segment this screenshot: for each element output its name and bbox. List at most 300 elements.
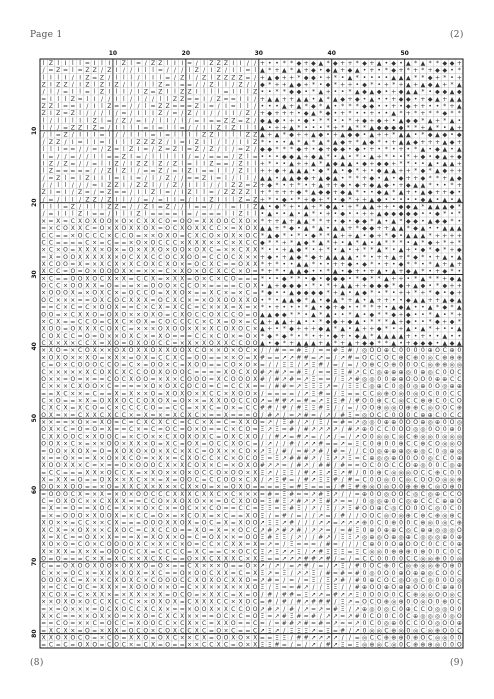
stitch-symbol: * [436,110,439,117]
stitch-symbol: = [231,520,236,527]
stitch-symbol: = [326,620,331,627]
stitch-symbol: ◎ [442,383,447,390]
stitch-symbol: = [85,390,90,397]
stitch-symbol: * [334,326,337,333]
stitch-symbol: X [238,484,242,491]
stitch-symbol: + [282,189,287,196]
stitch-symbol: / [79,153,82,160]
stitch-symbol: X [151,311,155,318]
stitch-symbol: C [413,397,417,404]
stitch-symbol: C [421,606,425,613]
stitch-symbol: l [130,139,132,146]
stitch-symbol: O [406,376,411,383]
stitch-symbol: ◆ [304,239,309,246]
stitch-symbol: Z [158,110,162,117]
stitch-symbol: 0 [370,520,374,527]
stitch-symbol: O [369,448,374,455]
stitch-symbol: O [216,613,221,620]
stitch-symbol: • [268,204,272,211]
stitch-symbol: 0 [399,613,403,620]
stitch-symbol: O [238,527,243,534]
stitch-symbol: O [187,441,192,448]
stitch-symbol: × [216,606,221,613]
stitch-symbol: C [187,232,191,239]
stitch-symbol: + [311,326,316,333]
stitch-symbol: Z [231,189,235,196]
stitch-symbol: C [129,426,133,433]
stitch-symbol: = [70,412,75,419]
stitch-symbol: × [223,225,228,232]
stitch-symbol: = [347,441,352,448]
stitch-symbol: X [122,484,126,491]
stitch-symbol: ⊕ [391,419,396,426]
stitch-symbol: O [92,318,97,325]
stitch-symbol: ⊕ [450,448,455,455]
stitch-symbol: ↗ [282,548,287,555]
stitch-symbol: ◆ [275,311,280,318]
stitch-symbol: O [413,541,418,548]
stitch-symbol: # [296,405,301,412]
stitch-symbol: + [398,275,403,282]
stitch-symbol: ⊕ [377,397,382,404]
stitch-symbol: ◎ [435,613,440,620]
stitch-symbol: • [283,182,287,189]
stitch-symbol: * [290,275,293,282]
stitch-symbol: 0 [363,498,367,505]
stitch-symbol: ◎ [377,455,382,462]
stitch-symbol: C [362,441,366,448]
stitch-symbol: = [48,196,53,203]
stitch-symbol: X [93,512,97,519]
stitch-symbol: ◎ [398,534,403,541]
stitch-symbol: ◆ [442,132,447,139]
stitch-symbol: = [238,512,243,519]
stitch-symbol: × [165,362,170,369]
stitch-symbol: ◆ [311,67,316,74]
stitch-symbol: = [70,548,75,555]
stitch-symbol: ▲ [450,225,455,232]
stitch-symbol: × [63,369,68,376]
stitch-symbol: l [50,146,52,153]
stitch-symbol: O [202,520,207,527]
stitch-symbol: Ξ [268,520,272,527]
stitch-symbol: X [246,247,250,254]
stitch-symbol: X [217,318,221,325]
stitch-symbol: X [93,548,97,555]
stitch-symbol: C [136,419,140,426]
stitch-symbol: × [245,635,250,642]
stitch-symbol: I [94,139,96,146]
stitch-symbol: + [304,196,309,203]
stitch-symbol: Ξ [261,469,265,476]
stitch-symbol: = [355,462,360,469]
stitch-symbol: C [202,333,206,340]
stitch-symbol: C [71,362,75,369]
stitch-symbol: O [78,426,83,433]
stitch-symbol: ◆ [282,275,287,282]
stitch-symbol: ▲ [377,333,382,340]
stitch-symbol: l [247,125,249,132]
stitch-symbol: C [231,606,235,613]
stitch-symbol: X [180,268,184,275]
stitch-symbol: O [85,534,90,541]
stitch-symbol: • [355,254,359,261]
stitch-symbol: I [50,74,52,81]
stitch-symbol: * [290,146,293,153]
stitch-symbol: / [232,175,235,182]
stitch-symbol: C [166,527,170,534]
stitch-symbol: Z [238,160,242,167]
stitch-symbol: = [136,153,141,160]
stitch-symbol: × [187,247,192,254]
stitch-symbol: ◆ [457,153,462,160]
stitch-symbol: / [167,110,170,117]
stitch-symbol: = [165,591,170,598]
stitch-symbol: × [143,232,148,239]
stitch-symbol: ▲ [326,311,331,318]
stitch-symbol: × [165,512,170,519]
stitch-symbol: / [130,196,133,203]
stitch-symbol: O [202,383,207,390]
stitch-symbol: ↗ [289,556,294,563]
stitch-symbol: = [136,268,141,275]
stitch-symbol: O [238,354,243,361]
stitch-symbol: X [129,584,133,591]
stitch-symbol: C [195,491,199,498]
stitch-symbol: • [334,117,338,124]
stitch-symbol: X [56,318,60,325]
stitch-symbol: # [326,498,331,505]
stitch-symbol: I [152,204,154,211]
stitch-symbol: Z [158,60,162,67]
stitch-symbol: Z [122,153,126,160]
stitch-symbol: ◎ [435,635,440,642]
stitch-symbol: C [180,577,184,584]
stitch-symbol: = [48,362,53,369]
stitch-symbol: / [247,81,250,88]
stitch-symbol: = [333,419,338,426]
stitch-symbol: * [421,254,424,261]
stitch-symbol: C [122,232,126,239]
stitch-symbol: / [218,110,221,117]
stitch-symbol: C [78,318,82,325]
stitch-symbol: ◆ [442,89,447,96]
stitch-symbol: = [238,412,243,419]
stitch-symbol: • [458,218,462,225]
stitch-symbol: / [130,89,133,96]
stitch-symbol: • [392,247,396,254]
stitch-symbol: ◎ [377,627,382,634]
stitch-symbol: × [216,239,221,246]
stitch-symbol: + [398,168,403,175]
stitch-symbol: C [377,520,381,527]
stitch-symbol: 0 [450,556,454,563]
stitch-symbol: ⊕ [391,520,396,527]
stitch-symbol: × [151,627,156,634]
stitch-symbol: × [107,591,112,598]
row-label: 80 [31,629,38,637]
stitch-symbol: l [189,74,191,81]
stitch-symbol: 0 [443,642,447,649]
stitch-symbol: 0 [443,397,447,404]
stitch-symbol: l [225,146,227,153]
stitch-symbol: # [326,462,331,469]
stitch-symbol: Z [56,175,60,182]
stitch-symbol: × [165,563,170,570]
stitch-symbol: C [107,405,111,412]
stitch-symbol: + [275,125,280,132]
stitch-symbol: C [122,318,126,325]
stitch-symbol: = [231,103,236,110]
stitch-symbol: / [312,520,315,527]
stitch-symbol: Ξ [355,548,359,555]
stitch-symbol: ▲ [399,139,404,146]
stitch-symbol: C [78,591,82,598]
stitch-symbol: Z [224,117,228,124]
stitch-symbol: C [224,419,228,426]
stitch-symbol: • [370,168,374,175]
stitch-symbol: ◆ [428,132,433,139]
stitch-symbol: × [194,484,199,491]
stitch-symbol: = [311,354,316,361]
stitch-symbol: ↗ [340,441,345,448]
stitch-symbol: C [42,333,46,340]
stitch-symbol: / [334,376,337,383]
stitch-symbol: + [318,333,323,340]
stitch-symbol: I [181,189,183,196]
stitch-symbol: • [407,196,411,203]
stitch-symbol: O [384,570,389,577]
stitch-symbol: = [151,297,156,304]
stitch-symbol: O [180,369,185,376]
stitch-symbol: + [384,297,389,304]
stitch-symbol: O [173,390,178,397]
stitch-symbol: C [384,383,388,390]
stitch-symbol: × [107,333,112,340]
stitch-symbol: # [275,347,280,354]
stitch-symbol: X [144,218,148,225]
stitch-symbol: l [108,139,110,146]
stitch-symbol: O [413,376,418,383]
stitch-symbol: × [41,354,46,361]
stitch-symbol: / [188,117,191,124]
stitch-symbol: l [130,81,132,88]
stitch-symbol: ⊕ [457,534,462,541]
stitch-symbol: * [378,139,381,146]
stitch-symbol: ▲ [377,218,382,225]
stitch-symbol: / [334,390,337,397]
stitch-symbol: ⊕ [428,412,433,419]
stitch-symbol: / [276,441,279,448]
stitch-symbol: ▲ [304,204,309,211]
stitch-symbol: + [398,182,403,189]
stitch-symbol: = [253,426,258,433]
stitch-symbol: # [267,527,272,534]
stitch-symbol: O [136,491,141,498]
stitch-symbol: = [245,570,250,577]
stitch-symbol: X [158,591,162,598]
stitch-symbol: ▲ [318,182,323,189]
stitch-symbol: l [65,182,67,189]
stitch-symbol: ◆ [399,125,404,132]
stitch-symbol: C [238,448,242,455]
stitch-symbol: C [151,556,155,563]
stitch-symbol: X [187,433,191,440]
stitch-symbol: ⊕ [398,570,403,577]
stitch-symbol: × [209,584,214,591]
stitch-symbol: ◎ [369,627,374,634]
stitch-symbol: * [276,333,279,340]
stitch-symbol: = [216,247,221,254]
stitch-symbol: = [231,290,236,297]
stitch-symbol: / [116,117,119,124]
stitch-symbol: • [283,261,287,268]
stitch-symbol: l [225,211,227,218]
stitch-symbol: ⊕ [384,527,389,534]
stitch-symbol: * [414,168,417,175]
stitch-symbol: × [253,491,258,498]
stitch-symbol: ⊕ [398,441,403,448]
stitch-symbol: C [392,462,396,469]
stitch-symbol: ◆ [406,318,411,325]
stitch-symbol: X [253,354,257,361]
stitch-symbol: + [398,146,403,153]
stitch-symbol: ◆ [435,211,440,218]
stitch-symbol: C [457,412,461,419]
stitch-symbol: C [238,383,242,390]
stitch-symbol: X [71,448,75,455]
stitch-symbol: × [238,584,243,591]
stitch-symbol: Ξ [319,498,323,505]
stitch-symbol: I [218,168,220,175]
stitch-symbol: C [107,261,111,268]
stitch-symbol: X [100,491,104,498]
stitch-symbol: O [78,642,83,649]
stitch-symbol: = [158,477,163,484]
stitch-symbol: = [326,376,331,383]
stitch-symbol: * [327,283,330,290]
stitch-symbol: ▲ [435,96,440,103]
stitch-symbol: ◎ [369,376,374,383]
stitch-symbol: C [253,620,257,627]
stitch-symbol: 0 [406,599,410,606]
stitch-symbol: C [238,606,242,613]
stitch-symbol: C [195,333,199,340]
stitch-symbol: ▲ [333,168,338,175]
stitch-symbol: C [362,390,366,397]
stitch-symbol: O [421,390,426,397]
stitch-symbol: O [143,505,148,512]
stitch-symbol: + [282,125,287,132]
stitch-symbol: × [151,232,156,239]
page-number-bottom-right: (9) [450,658,464,668]
stitch-symbol: • [261,297,265,304]
stitch-symbol: = [260,498,265,505]
stitch-symbol: × [107,232,112,239]
stitch-symbol: C [100,326,104,333]
stitch-symbol: C [246,397,250,404]
stitch-symbol: C [202,469,206,476]
stitch-symbol: Ξ [275,520,279,527]
stitch-symbol: X [93,247,97,254]
stitch-symbol: O [107,455,112,462]
stitch-symbol: C [173,362,177,369]
stitch-symbol: Z [187,110,191,117]
stitch-symbol: + [289,103,294,110]
stitch-symbol: * [276,261,279,268]
stitch-symbol: / [261,390,264,397]
stitch-symbol: = [216,433,221,440]
stitch-symbol: ◎ [362,347,367,354]
stitch-symbol: × [231,448,236,455]
stitch-symbol: ▲ [406,232,411,239]
stitch-symbol: X [107,275,111,282]
stitch-symbol: O [253,512,258,519]
stitch-symbol: × [194,340,199,347]
stitch-symbol: × [223,491,228,498]
stitch-symbol: X [209,218,213,225]
stitch-symbol: ↗ [296,534,301,541]
stitch-symbol: O [143,520,148,527]
stitch-symbol: ◆ [282,283,287,290]
stitch-symbol: / [298,390,301,397]
stitch-symbol: + [333,132,338,139]
stitch-symbol: ▲ [326,103,331,110]
stitch-symbol: O [56,599,61,606]
stitch-symbol: I [218,132,220,139]
stitch-symbol: ◆ [406,117,411,124]
stitch-symbol: X [42,326,46,333]
stitch-symbol: C [180,304,184,311]
stitch-symbol: C [246,505,250,512]
stitch-symbol: X [129,261,133,268]
stitch-symbol: = [151,354,156,361]
stitch-symbol: • [377,290,381,297]
stitch-symbol: ↗ [347,591,352,598]
stitch-symbol: Z [238,74,242,81]
stitch-symbol: = [180,419,185,426]
stitch-symbol: C [209,390,213,397]
stitch-symbol: × [48,548,53,555]
stitch-symbol: O [253,498,258,505]
stitch-symbol: Ξ [275,426,279,433]
stitch-symbol: I [203,160,205,167]
stitch-symbol: × [231,405,236,412]
stitch-symbol: X [136,347,140,354]
stitch-symbol: O [114,376,119,383]
stitch-symbol: O [238,376,243,383]
stitch-symbol: ▲ [370,153,375,160]
stitch-symbol: I [181,168,183,175]
stitch-symbol: ▲ [318,96,323,103]
stitch-symbol: Z [56,81,60,88]
stitch-symbol: * [327,232,330,239]
stitch-symbol: X [158,484,162,491]
stitch-symbol: X [56,477,60,484]
stitch-symbol: C [187,505,191,512]
stitch-symbol: ◎ [457,448,462,455]
stitch-symbol: I [247,168,249,175]
stitch-symbol: Ξ [261,426,265,433]
stitch-symbol: C [56,627,60,634]
stitch-symbol: X [246,419,250,426]
stitch-symbol: / [356,347,359,354]
stitch-symbol: ◎ [442,635,447,642]
stitch-symbol: Ξ [333,548,337,555]
stitch-symbol: + [311,204,316,211]
stitch-symbol: O [100,333,105,340]
stitch-symbol: X [49,635,53,642]
